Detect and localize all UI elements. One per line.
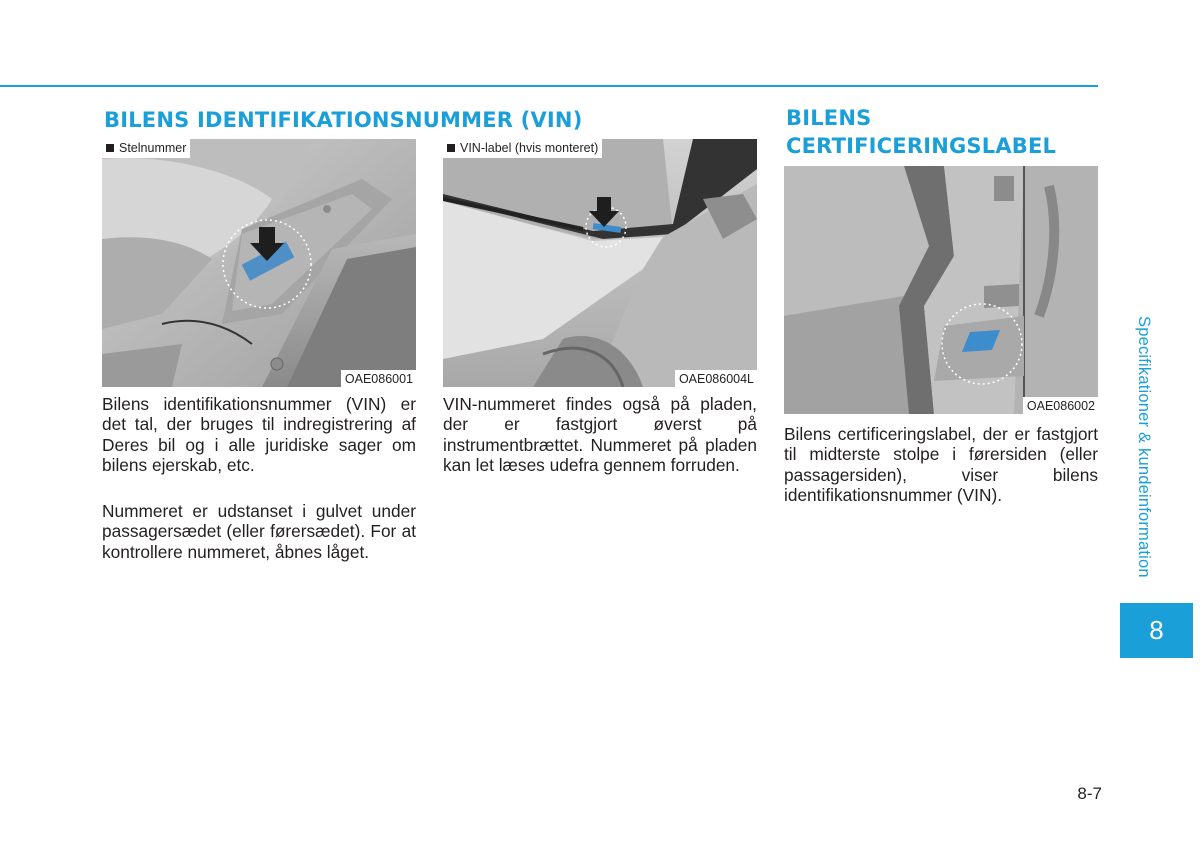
page-number: 8-7 <box>1077 784 1102 803</box>
section-heading-vin: BILENS IDENTIFIKATIONSNUMMER (VIN) <box>104 108 583 132</box>
bullet-square-icon <box>106 144 114 152</box>
paragraph-vin-plate: VIN-nummeret findes også på pladen, der er fastgjort øverst på instrumentbrættet. Nummeret på pladen kan let læses udefra gennem forruden. <box>443 394 757 475</box>
paragraph-certification-label: Bilens certificeringslabel, der er fastgjort til midterste stolpe i førersiden (eller passagersiden), viser bilens identifikationsnummer (VIN). <box>784 424 1098 505</box>
chapter-title-tab <box>1134 316 1156 598</box>
figure-code: OAE086004L <box>675 370 757 387</box>
chapter-number-box: 8 <box>1120 603 1193 658</box>
figure-code: OAE086001 <box>341 370 416 387</box>
section-heading-cert-line2: CERTIFICERINGSLABEL <box>786 134 1057 158</box>
chapter-title: Specifikationer & kundeinformation <box>1135 316 1153 578</box>
figure-vin-label <box>443 139 757 387</box>
floor-illustration <box>102 139 416 387</box>
header-rule <box>0 85 1098 87</box>
figure-code: OAE086002 <box>1023 397 1098 414</box>
bullet-square-icon <box>447 144 455 152</box>
figure-caption: VIN-label (hvis monteret) <box>443 139 602 158</box>
section-heading-cert-line1: BILENS <box>786 106 872 130</box>
figure-caption: Stelnummer <box>102 139 190 158</box>
figure-chassis-number <box>102 139 416 387</box>
paragraph-vin-location: Nummeret er udstanset i gulvet under passagersædet (eller førersædet). For at kontrollere nummeret, åbnes låget. <box>102 501 416 562</box>
door-pillar-illustration <box>784 166 1098 414</box>
paragraph-vin-definition: Bilens identifikationsnummer (VIN) er det tal, der bruges til indregistrering af Deres bil og i alle juridiske sager om bilens ejerskab, etc. <box>102 394 416 475</box>
figure-certification-label <box>784 166 1098 414</box>
windshield-illustration <box>443 139 757 387</box>
